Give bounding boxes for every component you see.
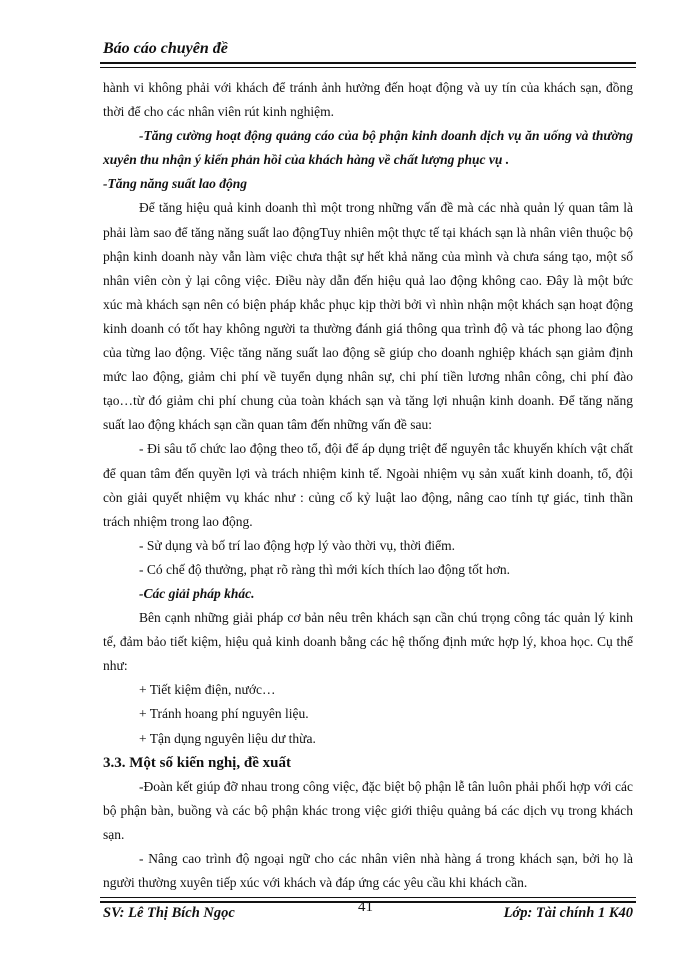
paragraph: - Đi sâu tổ chức lao động theo tổ, đội để áp dụng triệt để nguyên tắc khuyến khích vật chất để quan tâm đến quyền lợi và trách nhiệm kinh tế. Ngoài nhiệm vụ sản xuất kinh doanh, tổ, đội còn giải quyết nhiệm vụ khác như : củng cố kỷ luật lao động, nâng cao tính tự giác, tinh thần trách nhiệm trong lao động. bbox=[103, 441, 633, 529]
paragraph: Để tăng hiệu quả kinh doanh thì một trong những vấn đề mà các nhà quản lý quan tâm là phải làm sao để tăng năng suất lao độngTuy nhiên một thực tế tại khách sạn là nhân viên thuộc bộ phận kinh doanh này vẫn làm việc chưa thật sự hết khả năng của mình và chưa sáng tạo, một số nhân viên còn ỷ lại công việc. Điều này dẫn đến hiệu quả lao động không cao. Đây là một bức xúc mà khách sạn nên có biện pháp khắc phục kịp thời bởi vì nhìn nhận một khách sạn hoạt động kinh doanh có tốt hay không người ta thường đánh giá thông qua trình độ và tác phong lao động của từng lao động. Việc tăng năng suất lao động sẽ giúp cho doanh nghiệp khách sạn giảm định mức lao động, giảm chi phí về tuyển dụng nhân sự, chi phí tiền lương nhân công, chi phí đào tạo…từ đó giảm chi phí chung của toàn khách sạn và tăng lợi nhuận kinh doanh. Để tăng năng suất lao động khách sạn cần quan tâm đến những vấn đề sau: bbox=[103, 200, 633, 433]
paragraph: - Có chế độ thưởng, phạt rõ ràng thì mới kích thích lao động tốt hơn. bbox=[139, 561, 511, 577]
page-number: 41 bbox=[358, 899, 373, 915]
header-divider bbox=[100, 62, 636, 68]
paragraph: - Sử dụng và bố trí lao động hợp lý vào thời vụ, thời điểm. bbox=[139, 537, 455, 553]
paragraph: Bên cạnh những giải pháp cơ bản nêu trên khách sạn cần chú trọng công tác quản lý kinh tế, đảm bảo tiết kiệm, hiệu quả kinh doanh bằng các hệ thống định mức hợp lý, khoa học. Cụ thể như: bbox=[103, 610, 633, 674]
footer-class-name: Lớp: Tài chính 1 K40 bbox=[503, 905, 633, 921]
list-item: + Tận dụng nguyên liệu dư thừa. bbox=[139, 730, 316, 746]
section-subheading: -Các giải pháp khác. bbox=[139, 585, 255, 601]
list-item: + Tiết kiệm điện, nước… bbox=[139, 682, 276, 698]
paragraph: - Nâng cao trình độ ngoại ngữ cho các nhân viên nhà hàng á trong khách sạn, bởi họ là người thường xuyên tiếp xúc với khách và đáp ứng các yêu cầu khi khách cần. bbox=[103, 851, 633, 891]
document-body bbox=[103, 76, 633, 895]
footer-student-name: SV: Lê Thị Bích Ngọc bbox=[103, 905, 235, 921]
page-header-title: Báo cáo chuyên đề bbox=[103, 40, 228, 57]
paragraph: -Đoàn kết giúp đỡ nhau trong công việc, đặc biệt bộ phận lễ tân luôn phải phối hợp với các bộ phận bàn, buồng và các bộ phận khác trong việc giới thiệu quảng bá các dịch vụ trong khách sạn. bbox=[103, 778, 633, 842]
paragraph: hành vi không phải với khách để tránh ảnh hưởng đến hoạt động và uy tín của khách sạn, đồng thời để cho các nhân viên rút kinh nghiệm. bbox=[103, 80, 633, 120]
bold-italic-heading: -Tăng cường hoạt động quảng cáo của bộ phận kinh doanh dịch vụ ăn uống và thường xuyên thu nhận ý kiến phản hồi của khách hàng về chất lượng phục vụ . bbox=[103, 128, 633, 168]
section-subheading: -Tăng năng suất lao động bbox=[103, 176, 248, 192]
list-item: + Tránh hoang phí nguyên liệu. bbox=[139, 706, 309, 722]
section-heading: 3.3. Một số kiến nghị, đề xuất bbox=[103, 754, 291, 771]
